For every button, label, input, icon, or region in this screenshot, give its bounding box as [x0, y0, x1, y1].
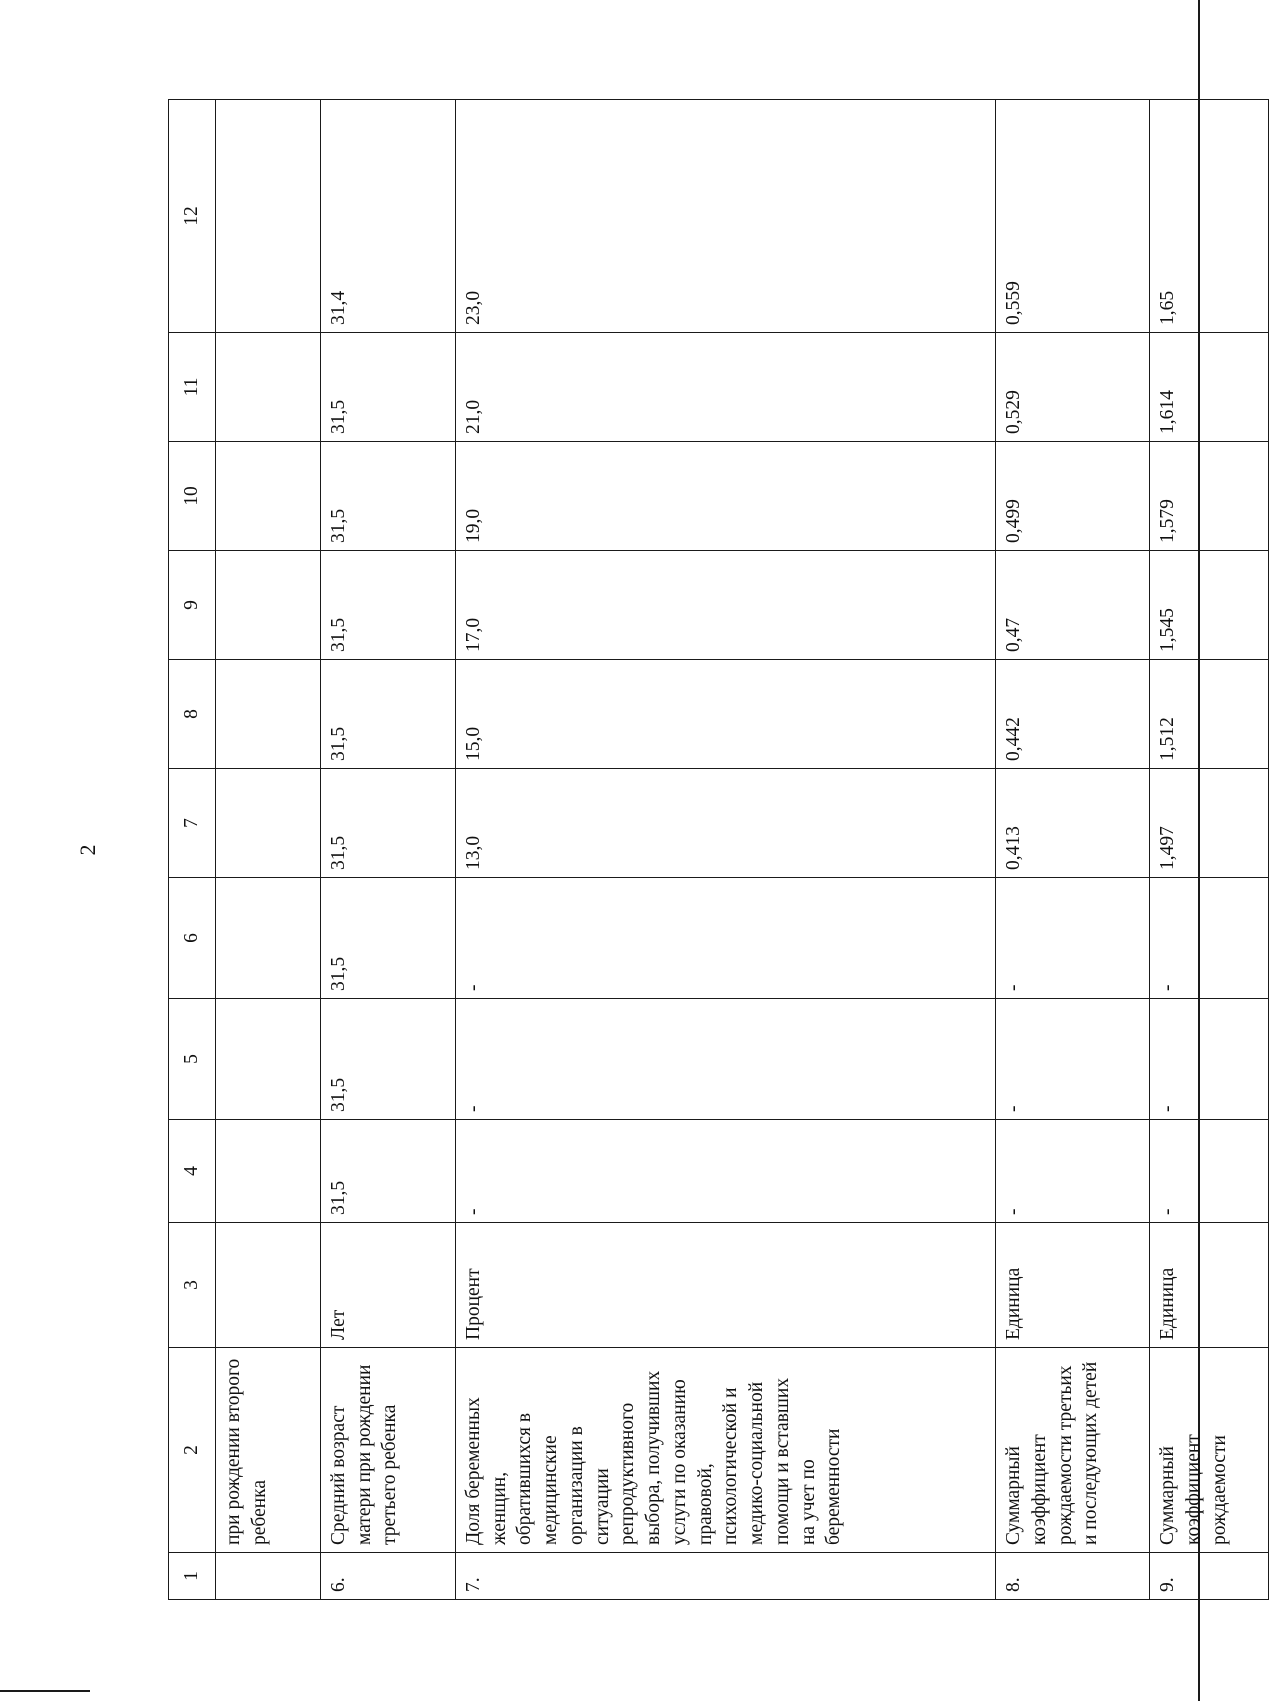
value-cell: 1,512	[1150, 660, 1269, 769]
value-cell: 1,614	[1150, 333, 1269, 442]
column-header: 12	[169, 100, 216, 333]
column-header: 2	[169, 1348, 216, 1553]
value-cell: 31,5	[321, 660, 456, 769]
indicator-name: Суммарный коэффициент рождаемости	[1150, 1348, 1269, 1553]
column-header: 1	[169, 1553, 216, 1600]
value-cell: 0,499	[996, 442, 1150, 551]
value-cell: -	[456, 999, 996, 1120]
value-cell: 31,5	[321, 333, 456, 442]
column-header: 5	[169, 999, 216, 1120]
table-row	[456, 100, 996, 1600]
column-header: 9	[169, 551, 216, 660]
value-cell	[216, 551, 321, 660]
value-cell: 0,413	[996, 769, 1150, 878]
value-cell: 31,5	[321, 1120, 456, 1223]
value-cell: -	[1150, 999, 1269, 1120]
indicator-name: Средний возраст матери при рождении третьего ребенка	[321, 1348, 456, 1553]
value-cell: -	[1150, 878, 1269, 999]
column-header: 4	[169, 1120, 216, 1223]
value-cell: 1,497	[1150, 769, 1269, 878]
column-header: 3	[169, 1223, 216, 1348]
unit-cell	[216, 1223, 321, 1348]
indicator-name: Доля беременных женщин, обратившихся в медицинские организации в ситуации репродуктивного выбора, получивших услуги по оказанию правовой, психологической и медико-социальной помощи и вставших на учет по беременности	[456, 1348, 996, 1553]
value-cell: -	[1150, 1120, 1269, 1223]
column-header: 11	[169, 333, 216, 442]
value-cell: 1,545	[1150, 551, 1269, 660]
value-cell	[216, 100, 321, 333]
value-cell: 31,5	[321, 878, 456, 999]
value-cell: 0,47	[996, 551, 1150, 660]
value-cell: 31,5	[321, 442, 456, 551]
row-number: 6.	[321, 1553, 456, 1600]
value-cell: -	[996, 1120, 1150, 1223]
value-cell: 31,5	[321, 769, 456, 878]
scan-edge-bottom	[0, 1690, 90, 1692]
table-row	[321, 100, 456, 1600]
value-cell: 23,0	[456, 100, 996, 333]
row-number: 9.	[1150, 1553, 1269, 1600]
row-number: 8.	[996, 1553, 1150, 1600]
value-cell	[216, 878, 321, 999]
row-number: 7.	[456, 1553, 996, 1600]
value-cell	[216, 1120, 321, 1223]
value-cell: -	[456, 878, 996, 999]
unit-cell: Процент	[456, 1223, 996, 1348]
value-cell: 17,0	[456, 551, 996, 660]
value-cell: 21,0	[456, 333, 996, 442]
value-cell: -	[456, 1120, 996, 1223]
column-header: 7	[169, 769, 216, 878]
value-cell: 1,65	[1150, 100, 1269, 333]
value-cell: 19,0	[456, 442, 996, 551]
value-cell: -	[996, 999, 1150, 1120]
unit-cell: Единица	[996, 1223, 1150, 1348]
value-cell: -	[996, 878, 1150, 999]
value-cell	[216, 333, 321, 442]
page-number: 2	[75, 844, 100, 856]
value-cell: 15,0	[456, 660, 996, 769]
indicator-name: при рождении второго ребенка	[216, 1348, 321, 1553]
value-cell: 31,5	[321, 999, 456, 1120]
value-cell	[216, 999, 321, 1120]
table-row	[216, 100, 321, 1600]
indicator-name: Суммарный коэффициент рождаемости третьих и последующих детей	[996, 1348, 1150, 1553]
column-header: 8	[169, 660, 216, 769]
table-row	[1150, 100, 1269, 1600]
indicator-table	[168, 99, 1269, 1600]
row-number	[216, 1553, 321, 1600]
value-cell: 0,529	[996, 333, 1150, 442]
value-cell	[216, 769, 321, 878]
value-cell: 1,579	[1150, 442, 1269, 551]
value-cell: 13,0	[456, 769, 996, 878]
unit-cell: Лет	[321, 1223, 456, 1348]
column-header: 6	[169, 878, 216, 999]
table-header-row	[169, 100, 216, 1600]
column-header: 10	[169, 442, 216, 551]
value-cell: 0,442	[996, 660, 1150, 769]
value-cell: 0,559	[996, 100, 1150, 333]
value-cell: 31,4	[321, 100, 456, 333]
value-cell	[216, 442, 321, 551]
value-cell: 31,5	[321, 551, 456, 660]
table-row	[996, 100, 1150, 1600]
value-cell	[216, 660, 321, 769]
unit-cell: Единица	[1150, 1223, 1269, 1348]
indicator-table-wrapper	[168, 100, 1269, 1600]
